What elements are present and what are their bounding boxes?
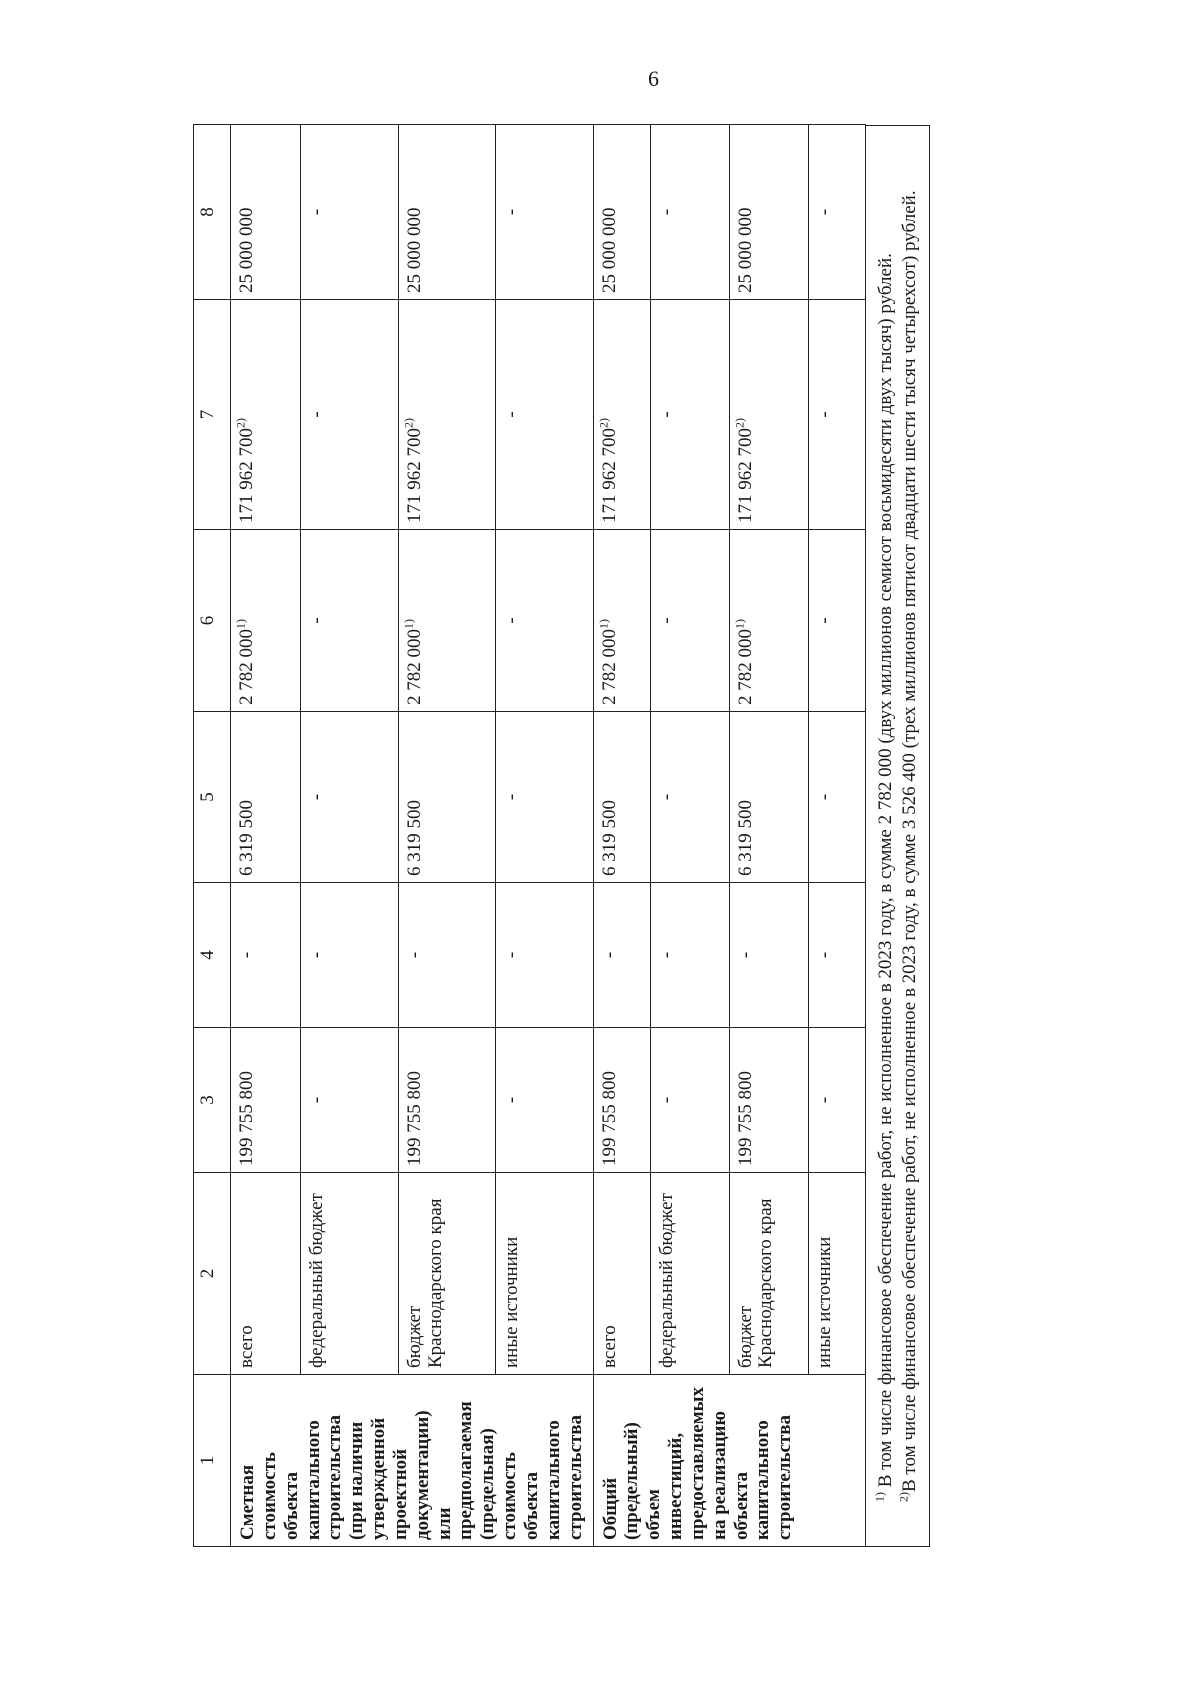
value-cell: - [650,300,729,530]
value-cell: 25 000 000 [729,125,808,300]
value-cell: 6 319 500 [231,712,301,883]
value-cell: - [650,125,729,300]
value-cell: - [808,712,865,883]
value-cell: - [301,1028,398,1173]
value-cell: - [231,883,301,1028]
value-cell: - [808,125,865,300]
source-cell: иные источники [496,1173,593,1375]
value-cell: 199 755 800 [231,1028,301,1173]
value-cell: - [650,530,729,712]
source-cell: федеральный бюджет [650,1173,729,1375]
value-cell: - [593,883,650,1028]
col-header-4: 4 [194,883,231,1028]
value-cell: - [496,530,593,712]
value-cell: 2 782 000$^{1)}$ [231,530,301,712]
value-cell: 171 962 700$^{2)}$ [398,300,495,530]
table-row [729,125,808,1547]
rotated-table-container [193,125,928,1547]
value-cell: 199 755 800 [729,1028,808,1173]
source-cell: всего [231,1173,301,1375]
table-row [593,125,650,1547]
group-label-estimated-cost: Сметная стоимость объекта капитального строительства (при наличии утвержденной проектной документации) или предполагаемая (предельная) стоимость объекта капитального строительства [231,1375,594,1547]
value-cell: 25 000 000 [231,125,301,300]
table-row [650,125,729,1547]
source-cell: федеральный бюджет [301,1173,398,1375]
value-cell: 25 000 000 [593,125,650,300]
value-cell: - [808,1028,865,1173]
col-header-8: 8 [194,125,231,300]
value-cell: 171 962 700$^{2)}$ [593,300,650,530]
value-cell: 6 319 500 [593,712,650,883]
value-cell: - [808,300,865,530]
value-cell: 6 319 500 [729,712,808,883]
value-cell: - [496,300,593,530]
col-header-7: 7 [194,300,231,530]
header-row [194,125,231,1547]
table-row [496,125,593,1547]
footnote-marker-1: 1) [872,1492,887,1502]
value-cell: 171 962 700$^{2)}$ [231,300,301,530]
footnote-ref-1: 1) [233,619,248,629]
value-cell: 199 755 800 [398,1028,495,1173]
value-cell: 2 782 000$^{1)}$ [593,530,650,712]
footnote-ref-2: 2) [401,418,416,428]
footnote-ref-1: 1) [732,619,747,629]
value-cell: - [650,712,729,883]
col-header-6: 6 [194,530,231,712]
value-cell: - [650,1028,729,1173]
source-cell: иные источники [808,1173,865,1375]
footnote-ref-1: 1) [401,619,416,629]
value-cell: - [496,712,593,883]
value-cell: - [496,125,593,300]
value-cell: - [301,883,398,1028]
value-cell: 2 782 000$^{1)}$ [398,530,495,712]
value-cell: 2 782 000$^{1)}$ [729,530,808,712]
value-cell: - [301,530,398,712]
table-row [398,125,495,1547]
group-label-total-investment: Общий (предельный) объем инвестиций, предоставляемых на реализацию объекта капитального строительства [593,1375,865,1547]
footnote-ref-2: 2) [233,418,248,428]
col-header-1: 1 [194,1375,231,1547]
value-cell: - [398,883,495,1028]
value-cell: - [496,1028,593,1173]
value-cell: 6 319 500 [398,712,495,883]
value-cell: 171 962 700$^{2)}$ [729,300,808,530]
col-header-5: 5 [194,712,231,883]
financing-table [193,124,866,1547]
footnote-1: $^{1)}$ В том числе финансовое обеспечение работ, не исполненное в 2023 году, в сумме 2 782 000 (двух миллионов семисот восьмидесяти двух тысяч) рублей. [872,253,896,1502]
footnote-marker-2: 2) [896,1492,911,1502]
footnote-ref-1: 1) [596,619,611,629]
value-cell: 25 000 000 [398,125,495,300]
table-row [301,125,398,1547]
value-cell: - [496,883,593,1028]
footnotes [866,125,930,1547]
page-number: 6 [648,66,659,91]
value-cell: - [650,883,729,1028]
table-row [808,125,865,1547]
value-cell: - [729,883,808,1028]
value-cell: - [301,712,398,883]
col-header-3: 3 [194,1028,231,1173]
value-cell: - [808,883,865,1028]
source-cell: всего [593,1173,650,1375]
footnote-2: $^{2)}$В том числе финансовое обеспечение работ, не исполненное в 2023 году, в сумме 3 526 400 (трех миллионов пятисот двадцати шести тысяч четырехсот) рублей. [896,190,921,1502]
value-cell: 199 755 800 [593,1028,650,1173]
value-cell: - [301,125,398,300]
footnote-ref-2: 2) [596,418,611,428]
source-cell: бюджет Краснодарского края [398,1173,495,1375]
table-row [231,125,301,1547]
value-cell: - [301,300,398,530]
value-cell: - [808,530,865,712]
footnote-ref-2: 2) [732,418,747,428]
col-header-2: 2 [194,1173,231,1375]
source-cell: бюджет Краснодарского края [729,1173,808,1375]
